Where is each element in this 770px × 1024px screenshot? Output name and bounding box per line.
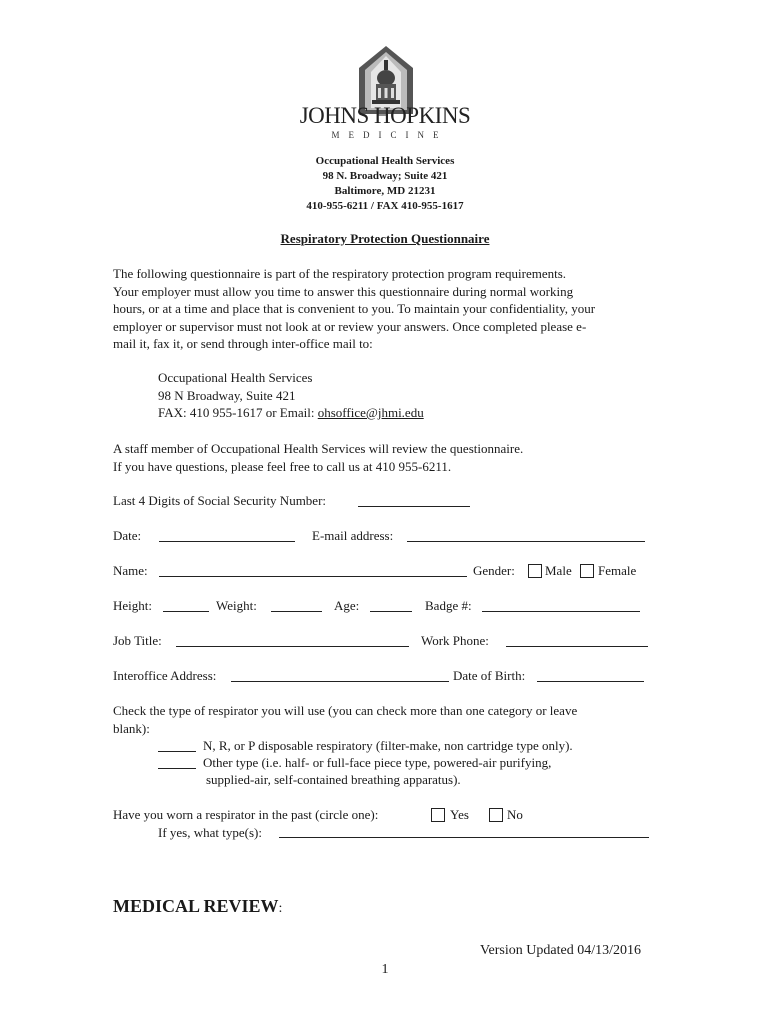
job-title-field[interactable] <box>176 646 409 647</box>
header-address <box>0 154 770 214</box>
note-line: A staff member of Occupational Health Services will review the questionnaire. <box>113 441 524 456</box>
work-phone-label: Work Phone: <box>421 633 489 648</box>
intro-line: hours, or at a time and place that is convenient to you. To maintain your confidentiality, your <box>113 301 596 316</box>
staff-note <box>113 440 673 475</box>
male-checkbox[interactable] <box>528 564 542 578</box>
name-field[interactable] <box>159 576 467 577</box>
brand-subtitle: MEDICINE <box>331 130 448 140</box>
badge-field[interactable] <box>482 611 640 612</box>
option1-blank[interactable] <box>158 751 196 752</box>
fax-text: FAX: 410 955-1617 or Email: <box>158 405 318 420</box>
ssn-field[interactable] <box>358 506 470 507</box>
document-title: Respiratory Protection Questionnaire <box>280 231 490 246</box>
option2-text-cont: supplied-air, self-contained breathing apparatus). <box>206 772 461 787</box>
address-line: 410-955-6211 / FAX 410-955-1617 <box>306 200 464 212</box>
female-checkbox[interactable] <box>580 564 594 578</box>
date-label: Date: <box>113 528 142 543</box>
medical-review-colon: : <box>278 901 283 916</box>
address-line: Baltimore, MD 21231 <box>334 185 436 197</box>
respirator-question-line: Check the type of respirator you will use (you can check more than one category or leave <box>113 703 578 718</box>
no-label: No <box>507 807 523 822</box>
male-label: Male <box>545 563 572 578</box>
respirator-question <box>113 702 653 737</box>
mailing-address <box>158 369 424 422</box>
gender-label: Gender: <box>473 563 515 578</box>
brand-name: JOHNS HOPKINS <box>299 103 471 128</box>
mailing-fax-line <box>158 404 424 422</box>
height-field[interactable] <box>163 611 209 612</box>
weight-field[interactable] <box>271 611 322 612</box>
option2-text: Other type (i.e. half- or full-face piece type, powered-air purifying, <box>203 755 552 770</box>
intro-line: mail it, fax it, or send through inter-office mail to: <box>113 336 373 351</box>
weight-label: Weight: <box>216 598 257 613</box>
mailing-line: Occupational Health Services <box>158 370 313 385</box>
note-line: If you have questions, please feel free to call us at 410 955-6211. <box>113 458 452 474</box>
mailing-line: 98 N Broadway, Suite 421 <box>158 387 296 403</box>
intro-line: employer or supervisor must not look at or review your answers. Once completed please e- <box>113 318 587 334</box>
past-respirator-question: Have you worn a respirator in the past (circle one): <box>113 807 379 822</box>
medical-review-text: MEDICAL REVIEW <box>113 896 279 916</box>
dob-field[interactable] <box>537 681 644 682</box>
respirator-question-line: blank): <box>113 720 150 736</box>
yes-label: Yes <box>450 807 469 822</box>
badge-label: Badge #: <box>425 598 472 613</box>
address-line: 98 N. Broadway; Suite 421 <box>322 170 448 182</box>
ssn-label: Last 4 Digits of Social Security Number: <box>113 493 327 508</box>
page-number: 1 <box>381 962 389 977</box>
medical-review-heading <box>113 896 282 917</box>
age-label: Age: <box>334 598 360 613</box>
option1-text: N, R, or P disposable respiratory (filter-make, non cartridge type only). <box>203 738 573 753</box>
dob-label: Date of Birth: <box>453 668 526 683</box>
email-field[interactable] <box>407 541 645 542</box>
email-label: E-mail address: <box>312 528 394 543</box>
option2-blank[interactable] <box>158 768 196 769</box>
work-phone-field[interactable] <box>506 646 648 647</box>
interoffice-label: Interoffice Address: <box>113 668 217 683</box>
interoffice-field[interactable] <box>231 681 449 682</box>
female-label: Female <box>598 563 637 578</box>
if-yes-label: If yes, what type(s): <box>158 825 262 840</box>
name-label: Name: <box>113 563 148 578</box>
intro-line: The following questionnaire is part of the respiratory protection program requirements. <box>113 266 567 281</box>
respirator-type-field[interactable] <box>279 837 649 838</box>
version-text: Version Updated 04/13/2016 <box>480 943 641 958</box>
job-title-label: Job Title: <box>113 633 162 648</box>
email-link[interactable]: ohsoffice@jhmi.edu <box>317 405 424 420</box>
intro-paragraph <box>113 265 653 353</box>
height-label: Height: <box>113 598 152 613</box>
date-field[interactable] <box>159 541 295 542</box>
no-checkbox[interactable] <box>489 808 503 822</box>
yes-checkbox[interactable] <box>431 808 445 822</box>
intro-line: Your employer must allow you time to answer this questionnaire during normal working <box>113 283 574 299</box>
age-field[interactable] <box>370 611 412 612</box>
address-line: Occupational Health Services <box>315 155 455 167</box>
